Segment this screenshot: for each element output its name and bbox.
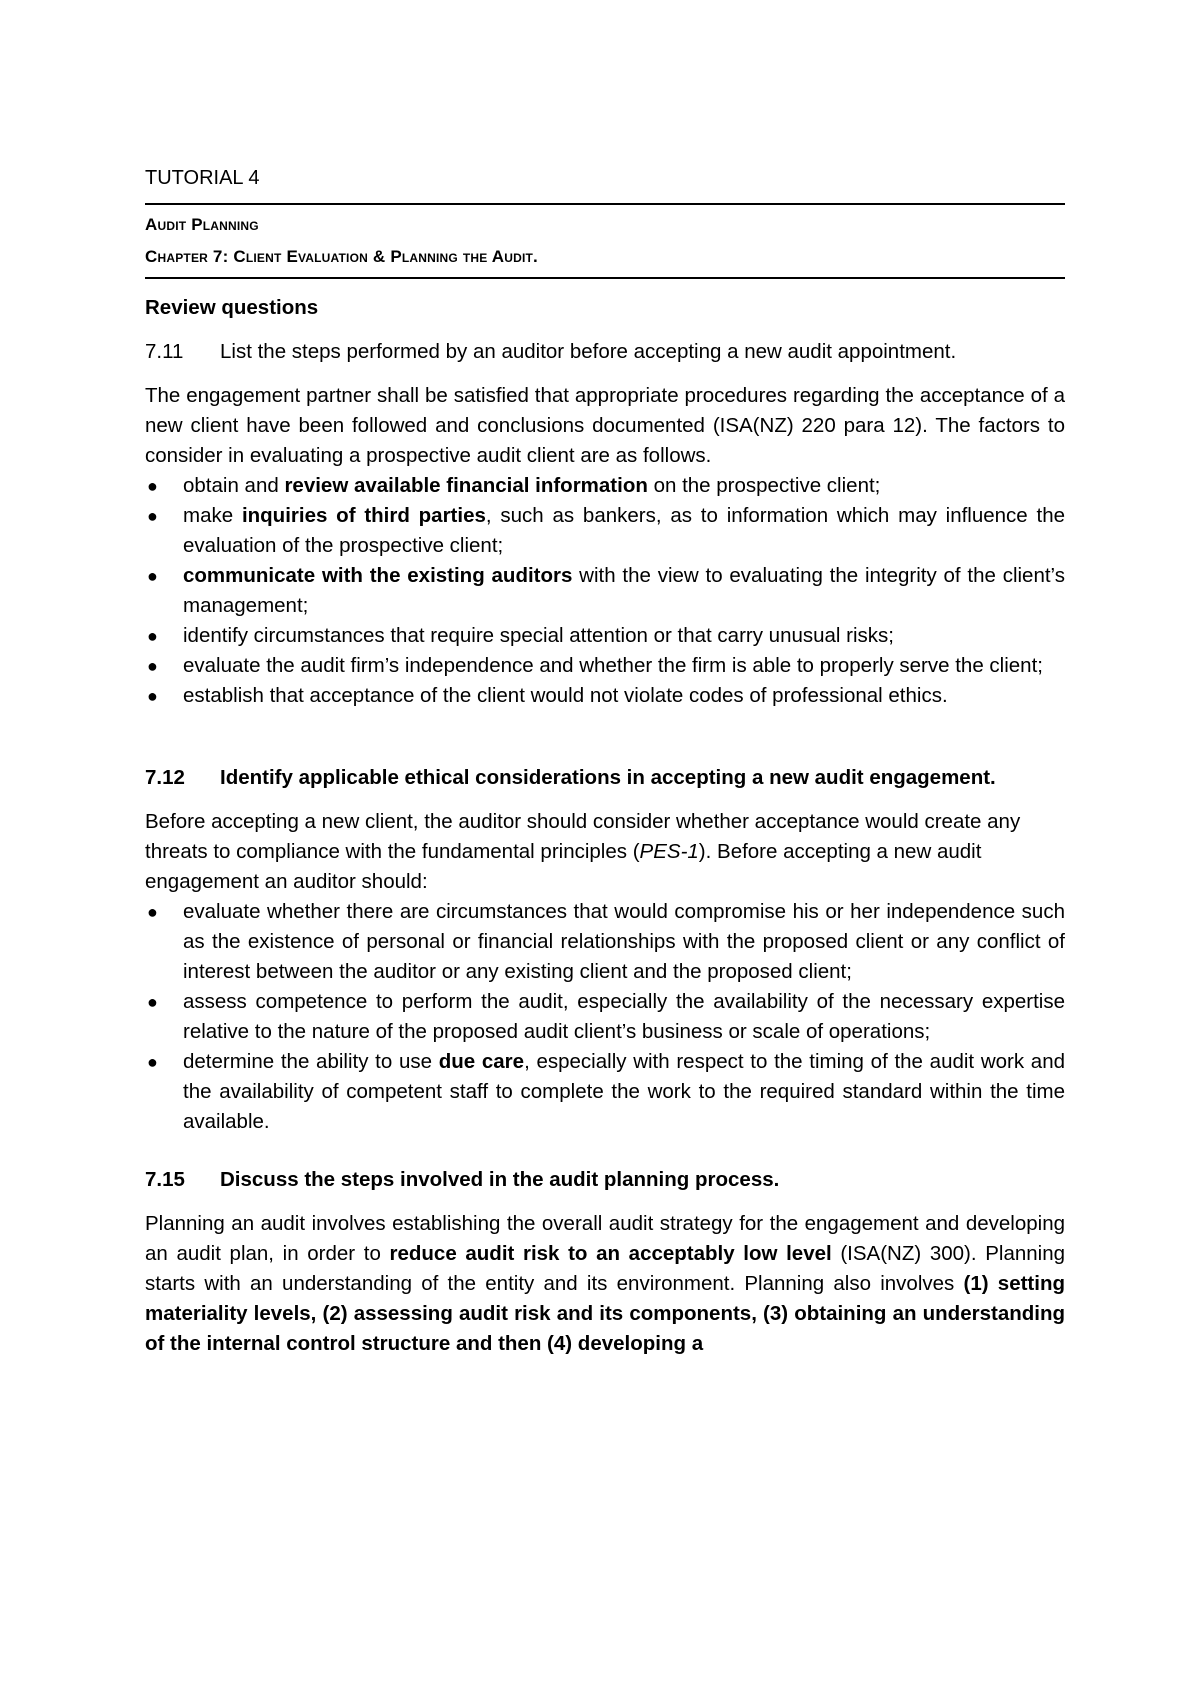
bullet-icon: ●	[147, 626, 158, 646]
chapter-heading: Chapter 7: Client Evaluation & Planning the Audit.	[145, 247, 538, 266]
question-number: 7.12	[145, 766, 185, 789]
bullet-icon: ●	[147, 656, 158, 676]
question-7-12	[145, 763, 1065, 793]
answer-7-12-list	[145, 897, 1065, 1137]
bullet-icon: ●	[147, 566, 158, 586]
list-item: ● identify circumstances that require special attention or that carry unusual risks;	[145, 621, 1065, 651]
tutorial-title: TUTORIAL 4	[145, 167, 260, 189]
answer-7-11-intro: The engagement partner shall be satisfied that appropriate procedures regarding the acceptance of a new client have been followed and conclusions documented (ISA(NZ) 220 para 12). The factors to consider in evaluating a prospective audit client are as follows.	[145, 384, 1065, 467]
bottom-rule	[145, 277, 1065, 279]
question-7-15	[145, 1165, 1065, 1195]
answer-7-12-intro: Before accepting a new client, the auditor should consider whether acceptance would create any threats to compliance with the fundamental principles (PES-1). Before accepting a new audit engagement an auditor should:	[145, 810, 1021, 893]
question-text: Discuss the steps involved in the audit planning process.	[220, 1168, 780, 1191]
question-7-11	[145, 337, 1065, 367]
list-item: ● evaluate whether there are circumstances that would compromise his or her independence such as the existence of personal or financial relationships with the proposed client or any conflict of interest between the auditor or any existing client and the proposed client;	[145, 897, 1065, 987]
list-item: ● make inquiries of third parties, such as bankers, as to information which may influence the evaluation of the prospective client;	[145, 501, 1065, 561]
bullet-icon: ●	[147, 1052, 158, 1072]
list-item: ● establish that acceptance of the client would not violate codes of professional ethics.	[145, 681, 1065, 711]
answer-7-15-paragraph: Planning an audit involves establishing the overall audit strategy for the engagement and developing an audit plan, in order to reduce audit risk to an acceptably low level (ISA(NZ) 300). Planning starts with an understanding of the entity and its environment. Planning also involves (1) setting materiality levels, (2) assessing audit risk and its components, (3) obtaining an understanding of the internal control structure and then (4) developing a	[145, 1212, 1066, 1355]
question-number: 7.11	[145, 340, 184, 363]
bullet-icon: ●	[147, 476, 158, 496]
bullet-icon: ●	[147, 902, 158, 922]
question-text: Identify applicable ethical considerations in accepting a new audit engagement.	[220, 766, 996, 789]
list-item: ● communicate with the existing auditors with the view to evaluating the integrity of the client’s management;	[145, 561, 1065, 621]
list-item: ● determine the ability to use due care, especially with respect to the timing of the audit work and the availability of competent staff to complete the work to the required standard within the time available.	[145, 1047, 1065, 1137]
question-number: 7.15	[145, 1168, 185, 1191]
subject-heading: Audit Planning	[145, 215, 259, 234]
list-item: ● evaluate the audit firm’s independence and whether the firm is able to properly serve the client;	[145, 651, 1065, 681]
answer-7-11-list	[145, 471, 1065, 711]
question-text: List the steps performed by an auditor before accepting a new audit appointment.	[220, 340, 957, 363]
top-rule	[145, 203, 1065, 205]
review-questions-heading: Review questions	[145, 296, 319, 319]
list-item: ● assess competence to perform the audit, especially the availability of the necessary expertise relative to the nature of the proposed audit client’s business or scale of operations;	[145, 987, 1065, 1047]
bullet-icon: ●	[147, 992, 158, 1012]
bullet-icon: ●	[147, 506, 158, 526]
document-page	[145, 165, 1065, 1359]
list-item: ● obtain and review available financial information on the prospective client;	[145, 471, 1065, 501]
bullet-icon: ●	[147, 686, 158, 706]
